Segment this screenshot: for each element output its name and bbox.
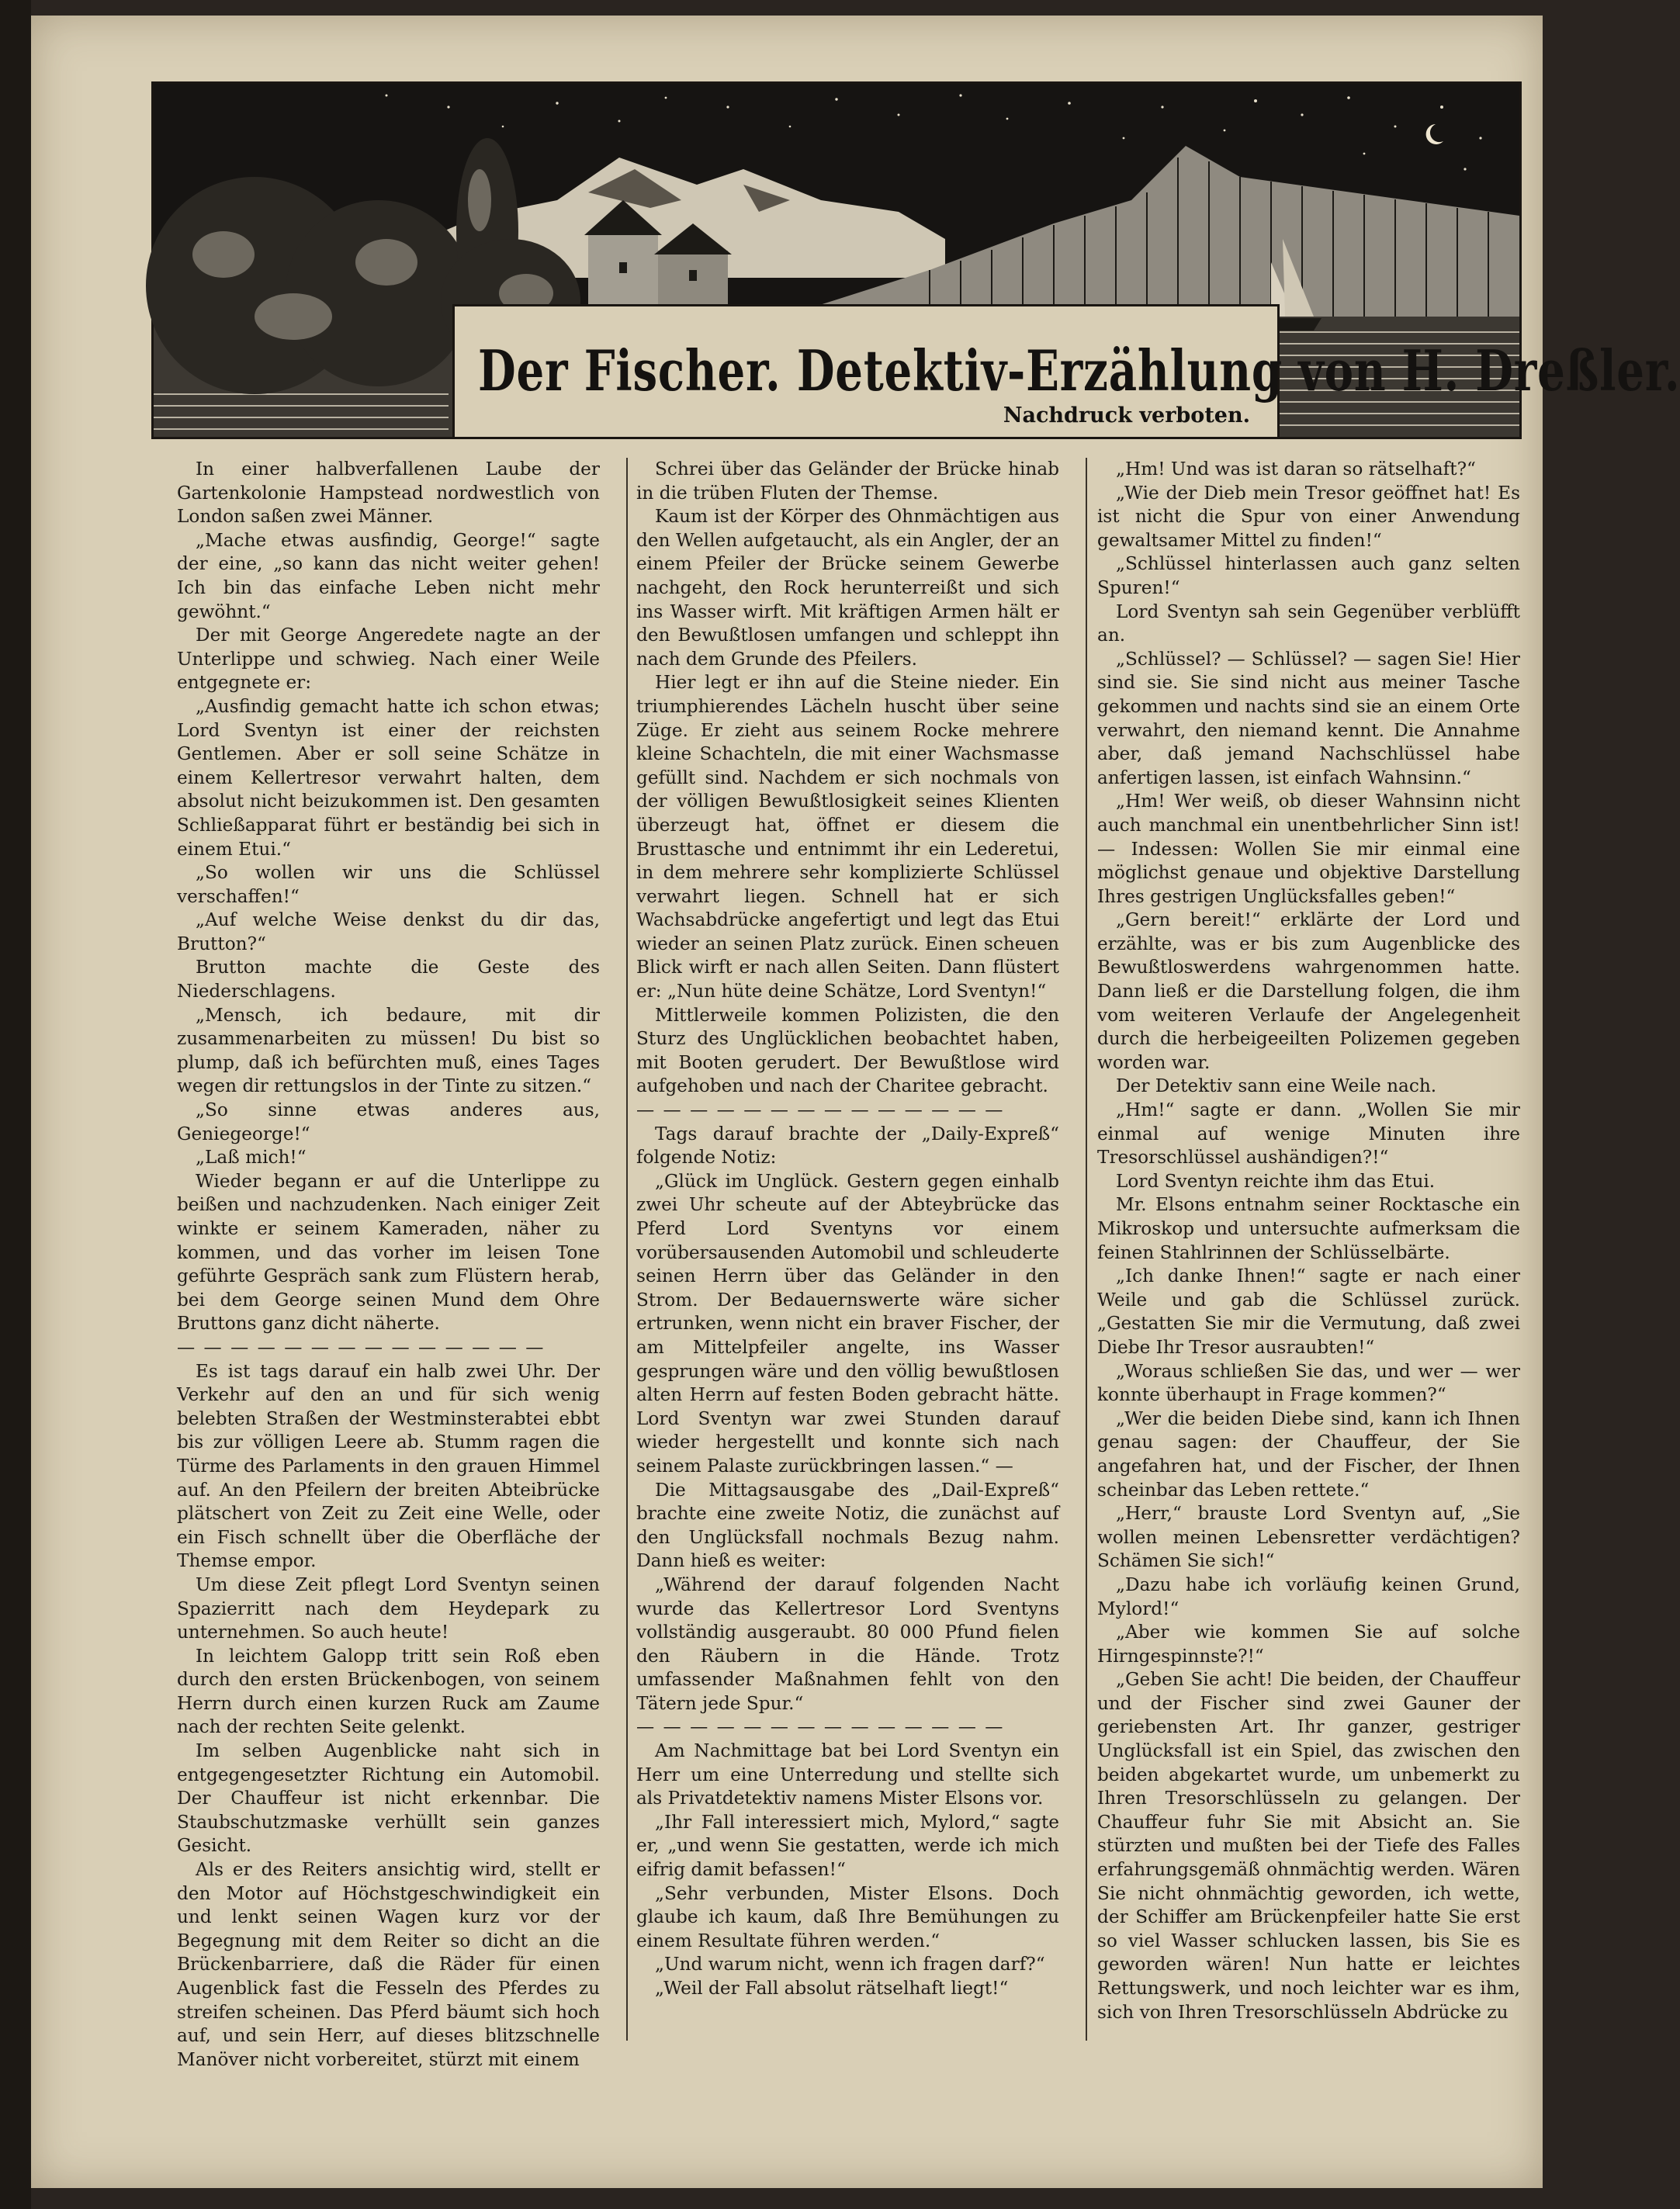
paragraph: „Herr,“ brauste Lord Sventyn auf, „Sie wollen meinen Lebensretter verdächtigen? Schämen Sie sich!“	[1097, 1503, 1520, 1572]
section-divider: — — — — — — — — — — — — — —	[177, 1336, 546, 1358]
paragraph: „Ausfindig gemacht hatte ich schon etwas; Lord Sventyn ist einer der reichsten Gentlemen. Aber er soll seine Schätze in einem Kellertresor verwahrt halten, dem absolut nicht beizukommen ist. Den gesamten Schließapparat führt er beständig bei sich in einem Etui.“	[177, 695, 600, 860]
paragraph: „Hm!“ sagte er dann. „Wollen Sie mir einmal auf wenige Minuten ihre Tresorschlüssel aushändigen?!“	[1097, 1099, 1520, 1169]
paragraph: „Geben Sie acht! Die beiden, der Chauffeur und der Fischer sind zwei Gauner der geriebensten Art. Ihr ganzer, gestriger Unglücksfall ist ein Spiel, das zwischen den beiden abgekartet wurde, um unbemerkt zu Ihren Tresorschlüsseln zu gelangen. Der Chauffeur fuhr Sie mit Absicht an. Sie stürzten und mußten bei der Tiefe des Falles erfahrungsgemäß ohnmächtig werden. Wären Sie nicht ohnmächtig geworden, ich wette, der Schiffer am Brückenpfeiler hatte Sie erst so viel Wasser schlucken lassen, bis Sie es geworden wären! Nun hatte er leichtes Rettungswerk, und noch leichter war es ihm, sich von Ihren Tresorschlüsseln Abdrücke zu	[1097, 1669, 1520, 2023]
paragraph: „Woraus schließen Sie das, und wer — wer konnte überhaupt in Frage kommen?“	[1097, 1360, 1520, 1406]
paragraph: „So wollen wir uns die Schlüssel verschaffen!“	[177, 862, 600, 907]
column-3	[1097, 458, 1520, 2045]
paragraph: Es ist tags darauf ein halb zwei Uhr. Der Verkehr auf den an und für sich wenig belebten Straßen der Westminsterabtei ebbt bis zur völligen Leere ab. Stumm ragen die Türme des Parlaments in den grauen Himmel auf. An den Pfeilern der breiten Abteibrücke plätschert von Zeit zu Zeit eine Welle, oder ein Fisch schnellt über die Oberfläche der Themse empor.	[177, 1360, 600, 1572]
article-body	[177, 458, 1520, 2070]
paragraph: Die Mittagsausgabe des „Dail-Expreß“ brachte eine zweite Notiz, die zunächst auf den Unglücksfall nochmals Bezug nahm. Dann hieß es weiter:	[636, 1479, 1059, 1572]
paragraph: „Auf welche Weise denkst du dir das, Brutton?“	[177, 909, 600, 954]
paragraph: „Während der darauf folgenden Nacht wurde das Kellertresor Lord Sventyns vollständig ausgeraubt. 80 000 Pfund fielen den Räubern in die Hände. Trotz umfassender Maßnahmen fehlt von den Tätern jede Spur.“	[636, 1574, 1059, 1714]
paragraph: Tags darauf brachte der „Daily-Expreß“ folgende Notiz:	[636, 1123, 1059, 1169]
section-divider: — — — — — — — — — — — — — —	[636, 1099, 1005, 1121]
column-1	[177, 458, 600, 2070]
column-2	[636, 458, 1059, 2045]
paragraph: Als er des Reiters ansichtig wird, stellt er den Motor auf Höchstgeschwindigkeit ein und lenkt seinen Wagen kurz vor der Begegnung mit dem Reiter so dicht an die Brückenbarriere, daß die Räder für einen Augenblick fast die Fesseln des Pferdes zu streifen scheinen. Das Pferd bäumt sich hoch auf, und sein Herr, auf dieses blitzschnelle Manöver nicht vorbereitet, stürzt mit einem	[177, 1859, 600, 2070]
header-illustration	[151, 81, 1680, 439]
paragraph: „Mensch, ich bedaure, mit dir zusammenarbeiten zu müssen! Du bist so plump, daß ich befürchten muß, eines Tages wegen dir rettungslos in der Tinte zu sitzen.“	[177, 1004, 600, 1097]
paragraph: Mr. Elsons entnahm seiner Rocktasche ein Mikroskop und untersuchte aufmerksam die feinen Stahlrinnen der Schlüsselbärte.	[1097, 1194, 1520, 1263]
paragraph: „Gern bereit!“ erklärte der Lord und erzählte, was er bis zum Augenblicke des Bewußtloswerdens wahrgenommen hatte. Dann ließ er die Darstellung folgen, die ihm vom weiteren Verlaufe der Angelegenheit durch die herbeigeeilten Polizemen gegeben worden war.	[1097, 909, 1520, 1073]
paragraph: Mittlerweile kommen Polizisten, die den Sturz des Unglücklichen beobachtet haben, mit Booten gerudert. Der Bewußtlose wird aufgehoben und nach der Charitee gebracht.	[636, 1004, 1059, 1097]
paragraph: „Ihr Fall interessiert mich, Mylord,“ sagte er, „und wenn Sie gestatten, werde ich mich eifrig damit befassen!“	[636, 1811, 1059, 1881]
paragraph: „Wie der Dieb mein Tresor geöffnet hat! Es ist nicht die Spur von einer Anwendung gewaltsamer Mittel zu finden!“	[1097, 482, 1520, 551]
section-divider: — — — — — — — — — — — — — —	[636, 1716, 1005, 1738]
paragraph: Schrei über das Geländer der Brücke hinab in die trüben Fluten der Themse.	[636, 459, 1059, 504]
paragraph: Brutton machte die Geste des Niederschlagens.	[177, 957, 600, 1002]
paragraph: „Und warum nicht, wenn ich fragen darf?“	[655, 1954, 1045, 1975]
paragraph: „Aber wie kommen Sie auf solche Hirngespinnste?!“	[1097, 1622, 1520, 1667]
copyright-note: Nachdruck verboten.	[1003, 403, 1250, 428]
paragraph: „Schlüssel hinterlassen auch ganz selten Spuren!“	[1097, 553, 1520, 598]
paragraph: Kaum ist der Körper des Ohnmächtigen aus den Wellen aufgetaucht, als ein Angler, der an einem Pfeiler der Brücke seinem Gewerbe nachgeht, den Rock herunterreißt und sich ins Wasser wirft. Mit kräftigen Armen hält er den Bewußtlosen umfangen und schleppt ihn nach dem Grunde des Pfeilers.	[636, 506, 1059, 670]
paragraph: Am Nachmittage bat bei Lord Sventyn ein Herr um eine Unterredung und stellte sich als Privatdetektiv namens Mister Elsons vor.	[636, 1740, 1059, 1809]
paragraph: Der Detektiv sann eine Weile nach.	[1116, 1075, 1437, 1097]
paragraph: In einer halbverfallenen Laube der Gartenkolonie Hampstead nordwestlich von London saßen zwei Männer.	[177, 459, 600, 528]
paragraph: „Schlüssel? — Schlüssel? — sagen Sie! Hier sind sie. Sie sind nicht aus meiner Tasche gekommen und nachts sind sie an einem Orte verwahrt, den niemand kennt. Die Annahme aber, daß jemand Nachschlüssel habe anfertigen lassen, ist einfach Wahnsinn.“	[1097, 648, 1520, 788]
paragraph: Der mit George Angeredete nagte an der Unterlippe und schwieg. Nach einer Weile entgegnete er:	[177, 625, 600, 694]
paragraph: „Hm! Und was ist daran so rätselhaft?“	[1116, 459, 1476, 480]
paragraph: In leichtem Galopp tritt sein Roß eben durch den ersten Brückenbogen, von seinem Herrn durch einen kurzen Ruck am Zaume nach der rechten Seite gelenkt.	[177, 1645, 600, 1738]
paragraph: „Mache etwas ausfindig, George!“ sagte der eine, „so kann das nicht weiter gehen! Ich bin das einfache Leben nicht mehr gewöhnt.“	[177, 529, 600, 622]
paragraph: „Hm! Wer weiß, ob dieser Wahnsinn nicht auch manchmal ein unentbehrlicher Sinn ist! — Indessen: Wollen Sie mir einmal eine möglichst genaue und objektive Darstellung Ihres gestrigen Unglücksfalles geben!“	[1097, 791, 1520, 907]
paragraph: Um diese Zeit pflegt Lord Sventyn seinen Spazierritt nach dem Heydepark zu unternehmen. So auch heute!	[177, 1574, 600, 1643]
paragraph: Lord Sventyn sah sein Gegenüber verblüfft an.	[1097, 601, 1520, 646]
paragraph: „Laß mich!“	[196, 1147, 307, 1169]
title-box	[452, 304, 1680, 437]
paragraph: Hier legt er ihn auf die Steine nieder. Ein triumphierendes Lächeln huscht über seine Züge. Er zieht aus seinem Rocke mehrere kleine Schachteln, die mit einer Wachsmasse gefüllt sind. Nachdem er sich nochmals von der völligen Bewußtlosigkeit seines Klienten überzeugt hat, öffnet er diesem die Brusttasche und entnimmt ihr ein Lederetui, in dem mehrere sehr komplizierte Schlüssel verwahrt liegen. Schnell hat er sich Wachsabdrücke angefertigt und legt das Etui wieder an seinen Platz zurück. Einen scheuen Blick wirft er nach allen Seiten. Dann flüstert er: „Nun hüte deine Schätze, Lord Sventyn!“	[636, 672, 1059, 1002]
paragraph: „Wer die beiden Diebe sind, kann ich Ihnen genau sagen: der Chauffeur, der Sie angefahren hat, und der Fischer, der Ihnen scheinbar das Leben rettete.“	[1097, 1407, 1520, 1501]
paragraph: „Weil der Fall absolut rätselhaft liegt!“	[655, 1978, 1009, 1999]
paragraph: „So sinne etwas anderes aus, Geniegeorge!“	[177, 1099, 600, 1144]
paragraph: Wieder begann er auf die Unterlippe zu beißen und nachzudenken. Nach einiger Zeit winkte er seinem Kameraden, näher zu kommen, und das vorher im leisen Tone geführte Gespräch sank zum Flüstern herab, bei dem George seinen Mund dem Ohre Bruttons ganz dicht näherte.	[177, 1170, 600, 1335]
binding-shadow	[0, 0, 31, 2209]
paragraph: „Sehr verbunden, Mister Elsons. Doch glaube ich kaum, daß Ihre Bemühungen zu einem Resultate führen werden.“	[636, 1882, 1059, 1951]
paragraph: „Glück im Unglück. Gestern gegen einhalb zwei Uhr scheute auf der Abteybrücke das Pferd Lord Sventyns vor einem vorübersausenden Automobil und schleuderte seinen Herrn über das Geländer in den Strom. Der Bedauernswerte wäre sicher ertrunken, wenn nicht ein braver Fischer, der am Mittelpfeiler angelte, ins Wasser gesprungen wäre und den völlig bewußtlosen alten Herrn auf festen Boden gebracht hätte. Lord Sventyn war zwei Stunden darauf wieder hergestellt und konnte sich nach seinem Palaste zurückbringen lassen.“ —	[636, 1170, 1059, 1477]
paragraph: Im selben Augenblicke naht sich in entgegengesetzter Richtung ein Automobil. Der Chauffeur ist nicht erkennbar. Die Staubschutzmaske verhüllt sein ganzes Gesicht.	[177, 1740, 600, 1857]
paragraph: „Ich danke Ihnen!“ sagte er nach einer Weile und gab die Schlüssel zurück. „Gestatten Sie mir die Vermutung, daß zwei Diebe Ihr Tresor ausraubten!“	[1097, 1266, 1520, 1358]
paragraph: Lord Sventyn reichte ihm das Etui.	[1116, 1170, 1436, 1192]
article-title: Der Fischer. Detektiv-Erzählung von H. Dreßler.	[478, 338, 1680, 403]
paragraph: „Dazu habe ich vorläufig keinen Grund, Mylord!“	[1097, 1574, 1520, 1619]
